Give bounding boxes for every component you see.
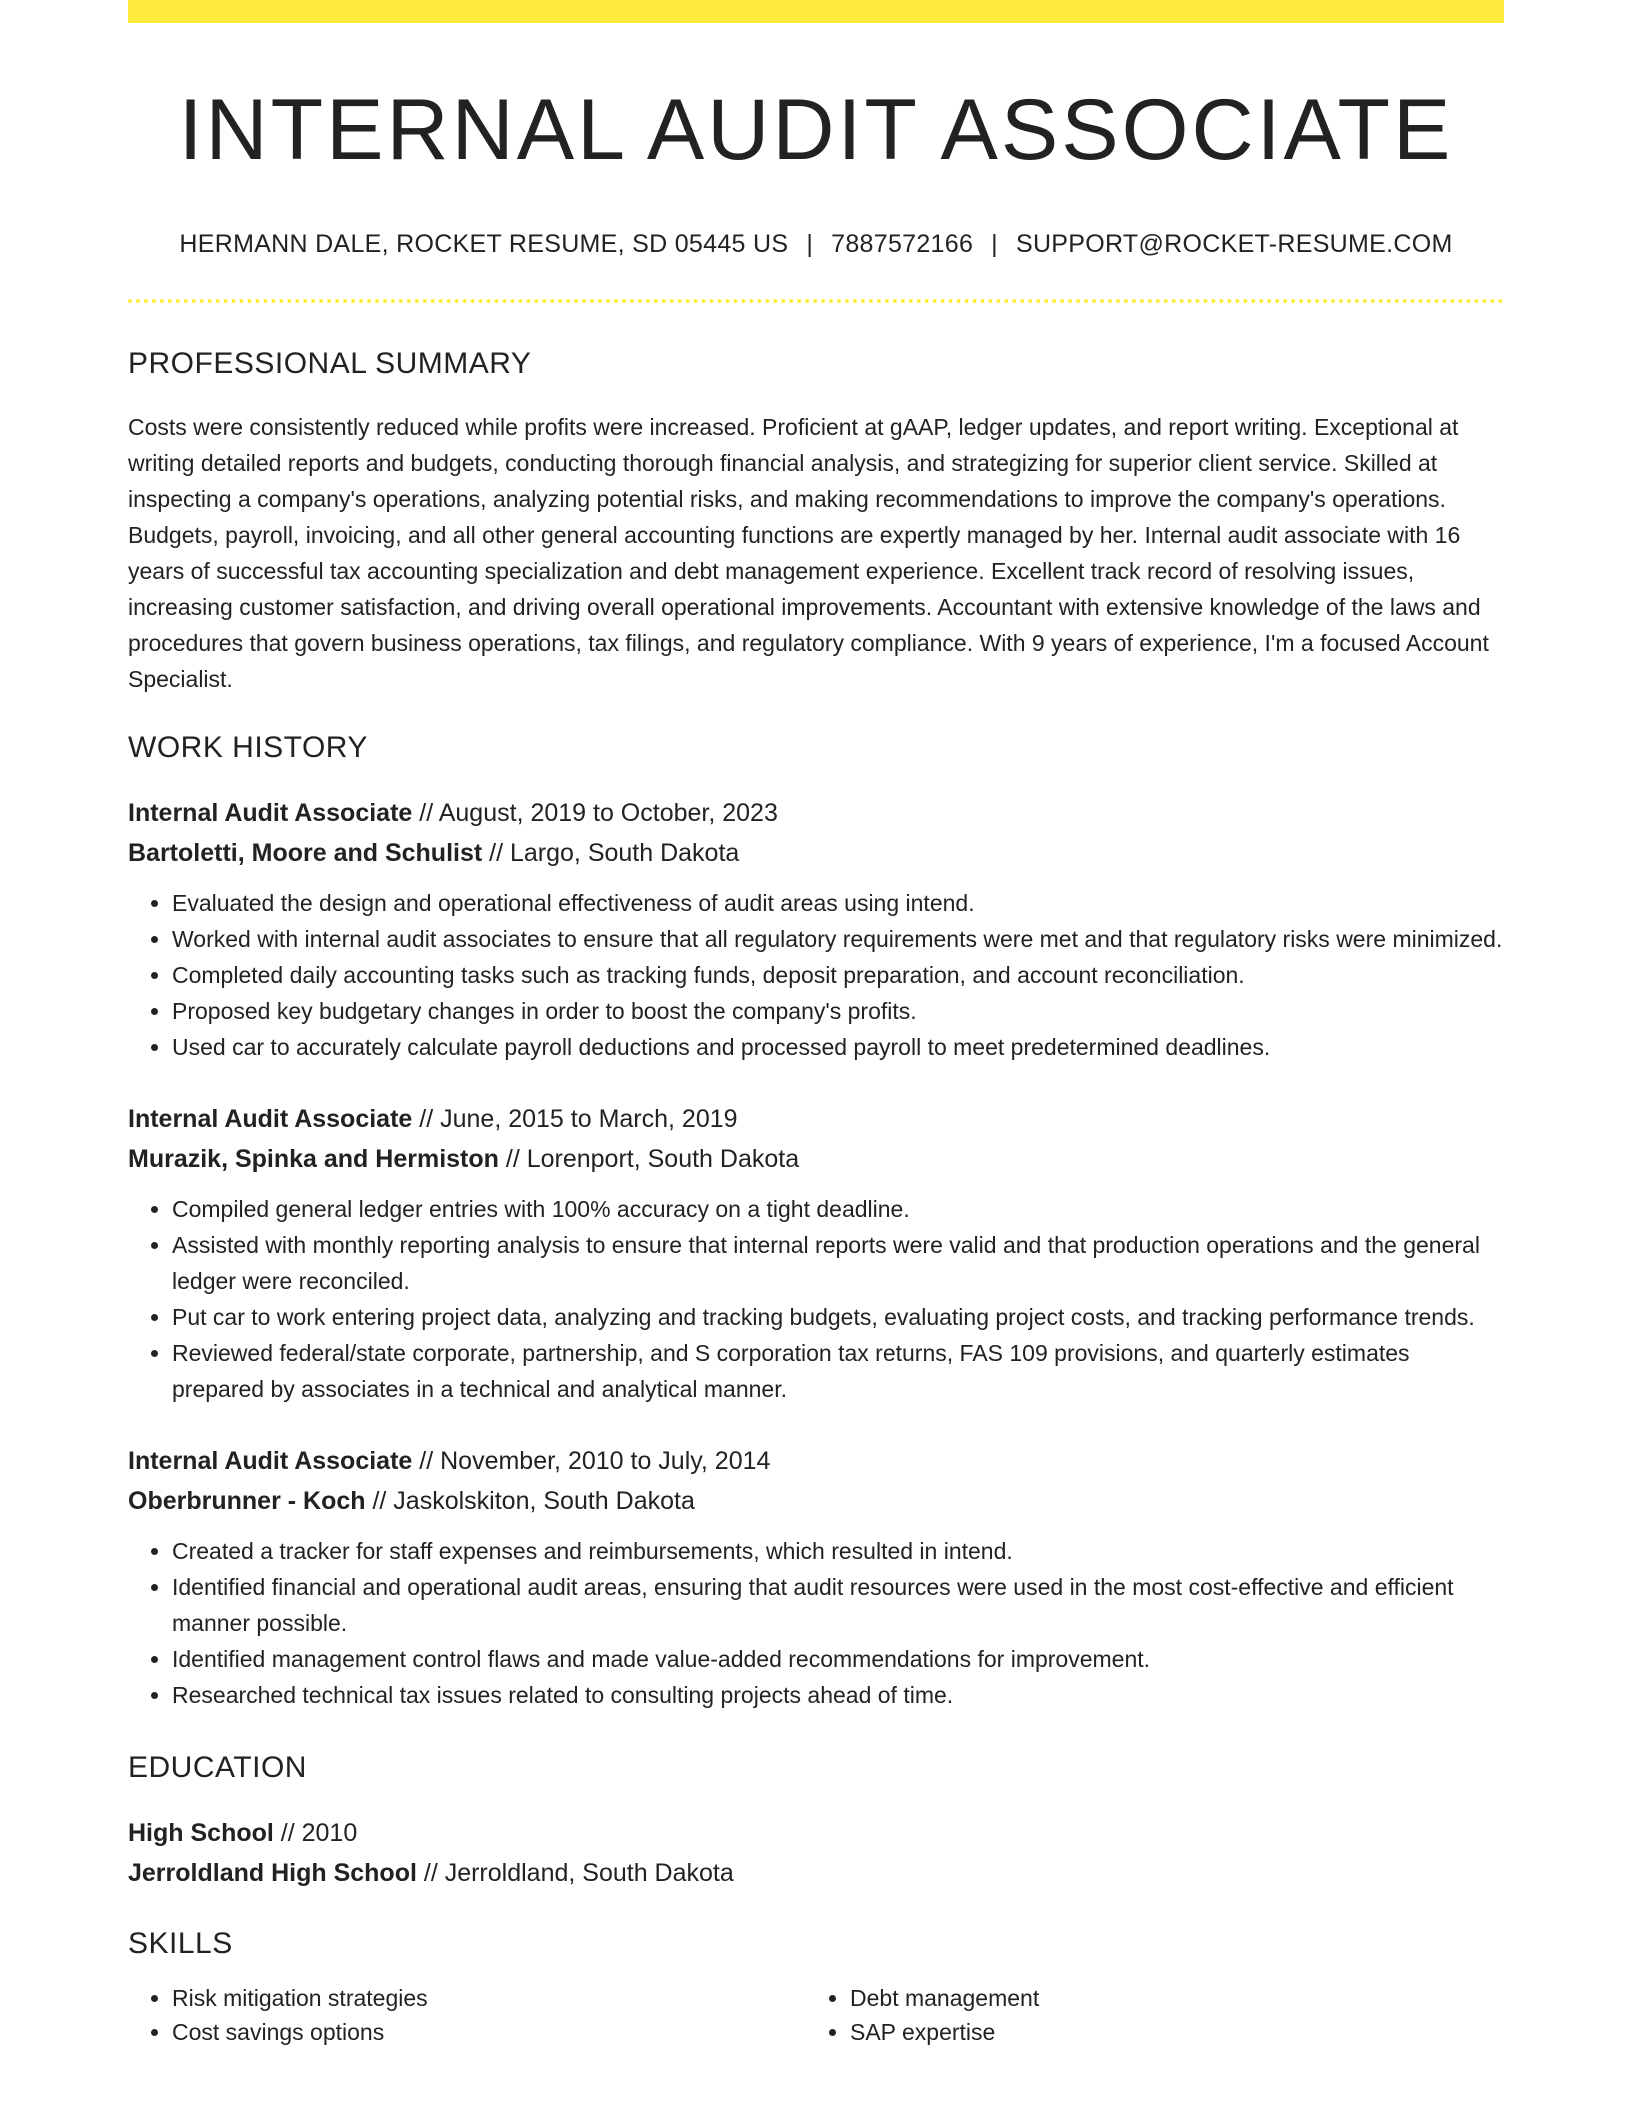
education-entry (128, 1813, 1504, 1893)
job-bullet: • Put car to work entering project data, analyzing and tracking budgets, evaluating project costs, and tracking performance trends. (172, 1299, 1504, 1335)
job-bullets (128, 1533, 1504, 1713)
job-bullet: • Reviewed federal/state corporate, partnership, and S corporation tax returns, FAS 109 provisions, and quarterly estimates prepared by associates in a technical and analytical manner. (172, 1335, 1504, 1407)
job-title-line (128, 1099, 1504, 1139)
resume-page (128, 0, 1504, 2049)
job-company: Murazik, Spinka and Hermiston (128, 1144, 499, 1173)
job-bullet: • Proposed key budgetary changes in order to boost the company's profits. (172, 993, 1504, 1029)
job-bullet: • Created a tracker for staff expenses and reimbursements, which resulted in intend. (172, 1533, 1504, 1569)
resume-title: INTERNAL AUDIT ASSOCIATE (178, 82, 1454, 178)
contact-email: SUPPORT@ROCKET-RESUME.COM (1015, 229, 1453, 258)
job-company: Bartoletti, Moore and Schulist (128, 838, 483, 867)
contact-separator: | (991, 229, 998, 258)
education-school-line (128, 1853, 1504, 1893)
skills-grid (128, 1981, 1504, 2049)
work-history-heading: WORK HISTORY (128, 730, 368, 764)
job-entry (128, 1441, 1504, 1713)
job-bullets (128, 885, 1504, 1065)
job-bullet: • Identified management control flaws and made value-added recommendations for improvement. (172, 1641, 1504, 1677)
job-bullets (128, 1191, 1504, 1407)
job-company-line (128, 1481, 1504, 1521)
contact-line (128, 230, 1504, 259)
job-location: // Jaskolskiton, South Dakota (365, 1486, 695, 1515)
education-school: Jerroldland High School (128, 1858, 417, 1887)
skill-item: • SAP expertise (850, 2015, 1484, 2049)
job-title: Internal Audit Associate (128, 1104, 413, 1133)
job-bullet: • Assisted with monthly reporting analysis to ensure that internal reports were valid and that production operations and the general ledger were reconciled. (172, 1227, 1504, 1299)
dotted-divider (128, 299, 1504, 303)
job-bullet: • Identified financial and operational audit areas, ensuring that audit resources were used in the most cost-effective and efficient manner possible. (172, 1569, 1504, 1641)
job-bullet: • Compiled general ledger entries with 100% accuracy on a tight deadline. (172, 1191, 1504, 1227)
education-heading: EDUCATION (128, 1750, 307, 1784)
job-title: Internal Audit Associate (128, 798, 413, 827)
education-degree: High School (128, 1818, 274, 1847)
job-bullet: • Worked with internal audit associates to ensure that all regulatory requirements were met and that regulatory risks were minimized. (172, 921, 1504, 957)
accent-top-bar (128, 0, 1504, 23)
job-company: Oberbrunner - Koch (128, 1486, 366, 1515)
job-entry (128, 793, 1504, 1065)
job-bullet: • Completed daily accounting tasks such as tracking funds, deposit preparation, and account reconciliation. (172, 957, 1504, 993)
contact-address: HERMANN DALE, ROCKET RESUME, SD 05445 US (179, 229, 789, 258)
job-bullet: • Researched technical tax issues related to consulting projects ahead of time. (172, 1677, 1504, 1713)
job-title-line (128, 793, 1504, 833)
job-bullet: • Evaluated the design and operational effectiveness of audit areas using intend. (172, 885, 1504, 921)
job-company-line (128, 833, 1504, 873)
skill-item: • Debt management (850, 1981, 1484, 2015)
education-year: // 2010 (273, 1818, 358, 1847)
summary-heading: PROFESSIONAL SUMMARY (128, 346, 532, 380)
skills-column-right (806, 1981, 1484, 2049)
job-location: // Largo, South Dakota (482, 838, 740, 867)
education-degree-line (128, 1813, 1504, 1853)
job-title: Internal Audit Associate (128, 1446, 413, 1475)
education-location: // Jerroldland, South Dakota (416, 1858, 734, 1887)
contact-separator: | (806, 229, 814, 258)
job-bullet: • Used car to accurately calculate payroll deductions and processed payroll to meet predetermined deadlines. (172, 1029, 1504, 1065)
job-dates: // August, 2019 to October, 2023 (412, 798, 778, 827)
skill-item: • Risk mitigation strategies (172, 1981, 806, 2015)
job-entry (128, 1099, 1504, 1407)
job-title-line (128, 1441, 1504, 1481)
skill-item: • Cost savings options (172, 2015, 806, 2049)
skills-column-left (128, 1981, 806, 2049)
job-dates: // June, 2015 to March, 2019 (412, 1104, 738, 1133)
contact-phone: 7887572166 (831, 229, 974, 258)
job-dates: // November, 2010 to July, 2014 (412, 1446, 771, 1475)
skills-heading: SKILLS (128, 1926, 233, 1960)
summary-text: Costs were consistently reduced while profits were increased. Proficient at gAAP, ledger updates, and report writing. Exceptional at writing detailed reports and budgets, conducting thorough financial analysis, and strategizing for superior client service. Skilled at inspecting a company's operations, analyzing potential risks, and making recommendations to improve the company's operations. Budgets, payroll, invoicing, and all other general accounting functions are expertly managed by her. Internal audit associate with 16 years of successful tax accounting specialization and debt management experience. Excellent track record of resolving issues, increasing customer satisfaction, and driving overall operational improvements. Accountant with extensive knowledge of the laws and procedures that govern business operations, tax filings, and regulatory compliance. With 9 years of experience, I'm a focused Account Specialist. (128, 413, 1489, 692)
job-location: // Lorenport, South Dakota (498, 1144, 800, 1173)
job-company-line (128, 1139, 1504, 1179)
